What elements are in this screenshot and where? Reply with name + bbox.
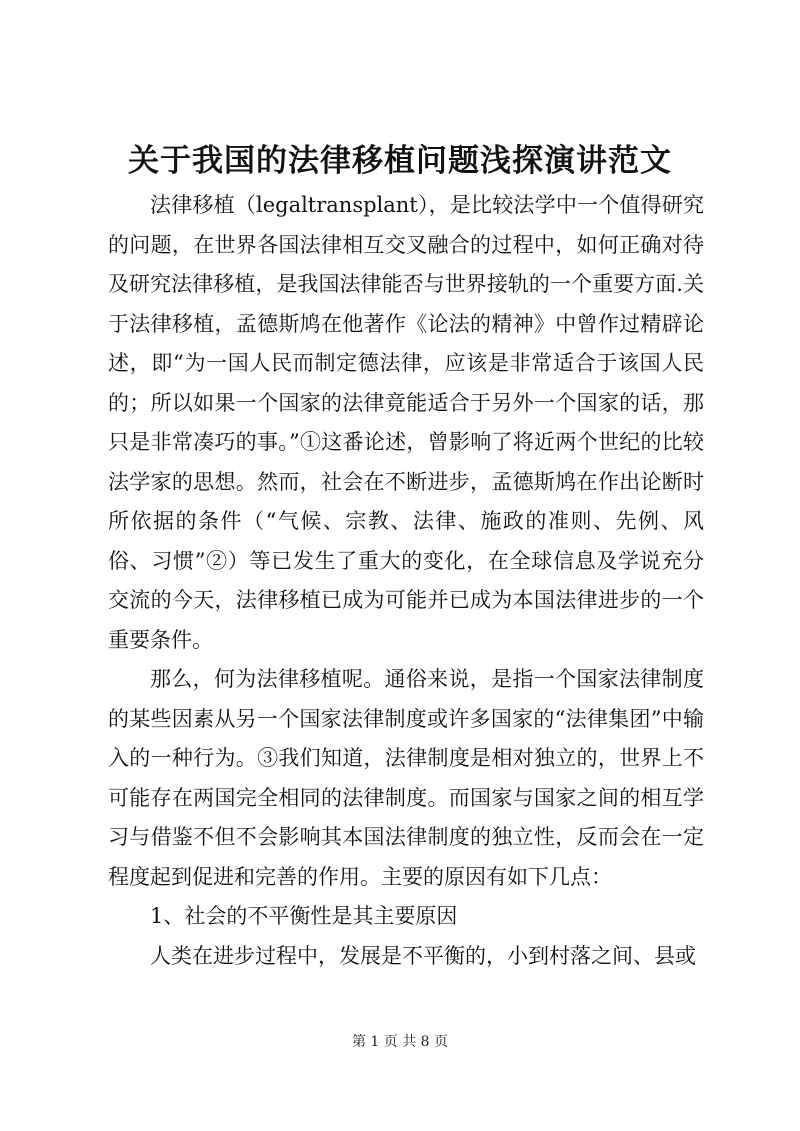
- paragraph-definition: 那么，何为法律移植呢。通俗来说，是指一个国家法律制度的某些因素从另一个国家法律制度或许多国家的“法律集团”中输入的一种行为。③我们知道，法律制度是相对独立的，世界上不可能存在两国完全相同的法律制度。而国家与国家之间的相互学习与借鉴不但不会影响其本国法律制度的独立性，反而会在一定程度起到促进和完善的作用。主要的原因有如下几点：: [108, 667, 704, 889]
- document-body: [108, 186, 704, 976]
- document-title: 关于我国的法律移植问题浅探演讲范文: [128, 143, 672, 179]
- paragraph-legal-transplant-intro: 法律移植（legaltransplant），是比较法学中一个值得研究的问题，在世界各国法律相互交叉融合的过程中，如何正确对待及研究法律移植，是我国法律能否与世界接轨的一个重要方面.关于法律移植，孟德斯鸠在他著作《论法的精神》中曾作过精辟论述，即“为一国人民而制定德法律，应该是非常适合于该国人民的；所以如果一个国家的法律竟能适合于另外一个国家的话，那只是非常凑巧的事。”①这番论述，曾影响了将近两个世纪的比较法学家的思想。然而，社会在不断进步，孟德斯鸠在作出论断时所依据的条件（“气候、宗教、法律、施政的准则、先例、风俗、习惯”②）等已发生了重大的变化，在全球信息及学说充分交流的今天，法律移植已成为可能并已成为本国法律进步的一个重要条件。: [108, 193, 704, 652]
- section-heading-imbalance: 1、社会的不平衡性是其主要原因: [150, 904, 458, 928]
- paragraph-imbalance-start: 人类在进步过程中，发展是不平衡的，小到村落之间、县或: [150, 943, 696, 968]
- page-footer: 第 1 页 共 8 页: [351, 1034, 449, 1050]
